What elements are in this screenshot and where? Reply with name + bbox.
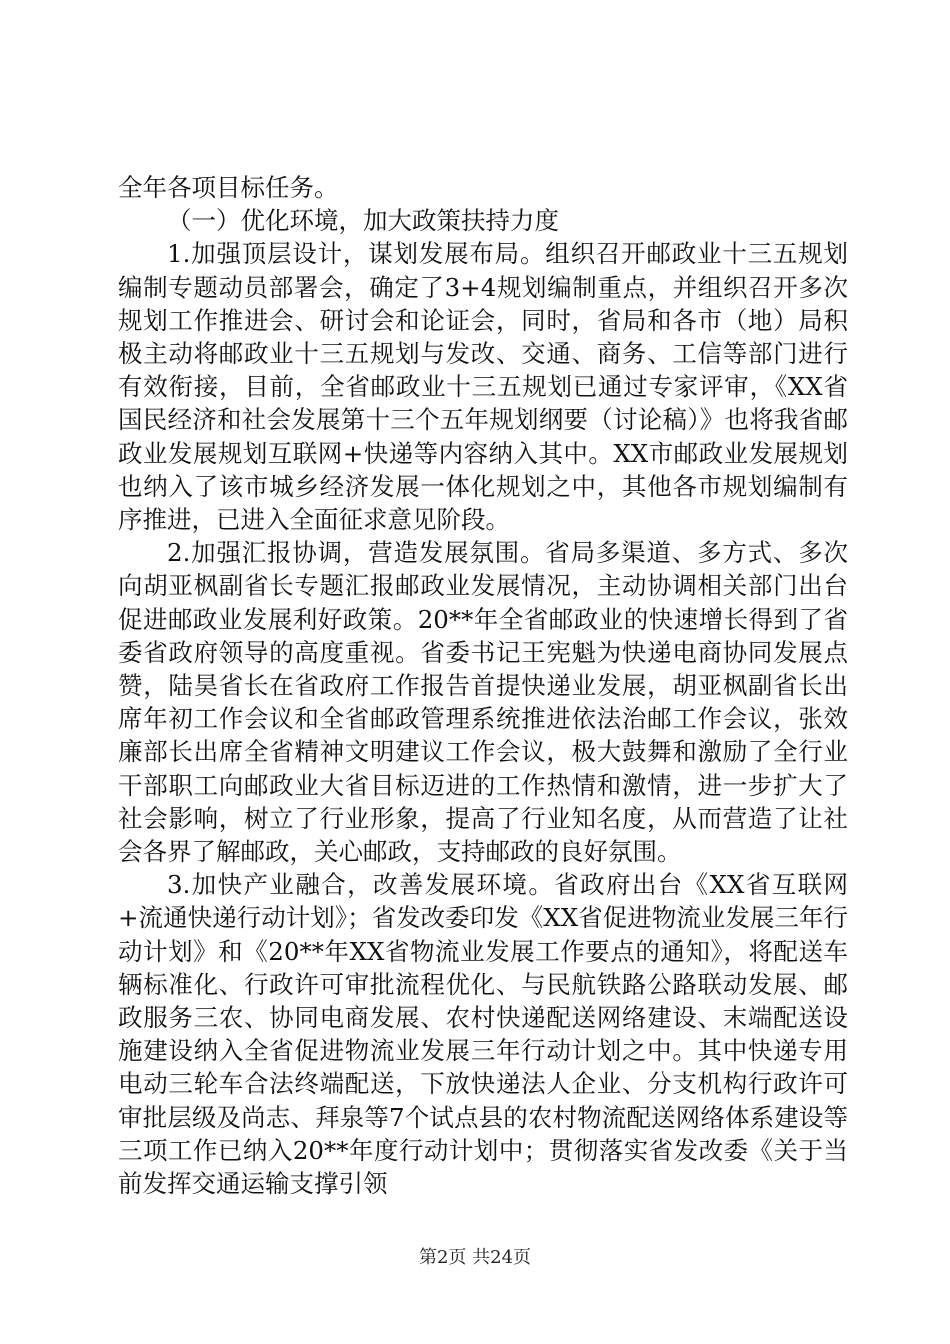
document-body (118, 171, 848, 1200)
paragraph-continuation: 全年各项目标任务。 (118, 173, 339, 202)
section-heading: （一）优化环境，加大政策扶持力度 (167, 206, 559, 236)
page-number-footer: 第2页 共24页 (418, 1247, 532, 1268)
paragraph-item-3: 3.加快产业融合，改善发展环境。省政府出台《XX省互联网+流通快递行动计划》；省发改委印发《XX省促进物流业发展三年行动计划》和《20**年XX省物流业发展工作要点的通知》，将配送车辆标准化、行政许可审批流程优化、与民航铁路公路联动发展、邮政服务三农、协同电商发展、农村快递配送网络建设、末端配送设施建设纳入全省促进物流业发展三年行动计划之中。其中快递专用电动三轮车合法终端配送，下放快递法人企业、分支机构行政许可审批层级及尚志、拜泉等7个试点县的农村物流配送网络体系建设等三项工作已纳入20**年度行动计划中；贯彻落实省发改委《关于当前发挥交通运输支撑引领 (118, 870, 848, 1199)
paragraph-item-2: 2.加强汇报协调，营造发展氛围。省局多渠道、多方式、多次向胡亚枫副省长专题汇报邮政业发展情况，主动协调相关部门出台促进邮政业发展利好政策。20**年全省邮政业的快速增长得到了省委省政府领导的高度重视。省委书记王宪魁为快递电商协同发展点赞，陆昊省长在省政府工作报告首提快递业发展，胡亚枫副省长出席年初工作会议和全省邮政管理系统推进依法治邮工作会议，张效廉部长出席全省精神文明建议工作会议，极大鼓舞和激励了全行业干部职工向邮政业大省目标迈进的工作热情和激情，进一步扩大了社会影响，树立了行业形象，提高了行业知名度，从而营造了让社会各界了解邮政，关心邮政，支持邮政的良好氛围。 (118, 538, 848, 867)
paragraph-item-1: 1.加强顶层设计，谋划发展布局。组织召开邮政业十三五规划编制专题动员部署会，确定了3+4规划编制重点，并组织召开多次规划工作推进会、研讨会和论证会，同时，省局和各市（地）局积极主动将邮政业十三五规划与发改、交通、商务、工信等部门进行有效衔接，目前，全省邮政业十三五规划已通过专家评审，《XX省国民经济和社会发展第十三个五年规划纲要（讨论稿）》也将我省邮政业发展规划互联网+快递等内容纳入其中。XX市邮政业发展规划也纳入了该市城乡经济发展一体化规划之中，其他各市规划编制有序推进，已进入全面征求意见阶段。 (118, 239, 848, 535)
